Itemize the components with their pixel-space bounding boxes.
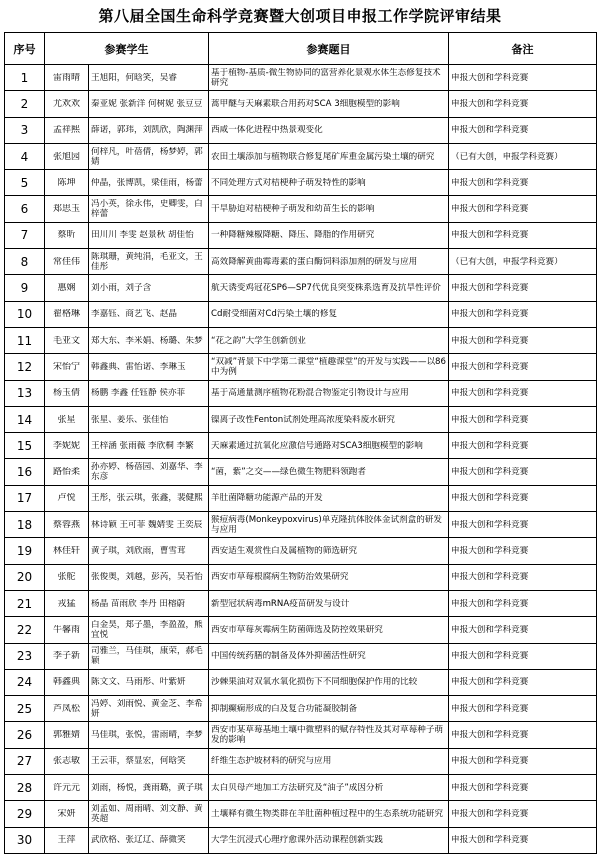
team-leader: 李妮妮	[45, 433, 89, 459]
table-row	[5, 459, 597, 485]
row-number: 30	[5, 827, 45, 853]
table-row	[5, 222, 597, 248]
row-number: 9	[5, 275, 45, 301]
remark: 申报大创和学科竞赛	[449, 117, 597, 143]
row-number: 2	[5, 91, 45, 117]
table-row	[5, 512, 597, 538]
team-members: 黄子琪，刘欣雨，曹雪茸	[89, 538, 209, 564]
project-topic: 羊肚菌降糖功能源产品的开发	[209, 485, 449, 511]
team-leader: 常佳伟	[45, 249, 89, 275]
team-members: 林诗颖 王可菲 魏婧雯 王奕辰	[89, 512, 209, 538]
table-row	[5, 354, 597, 380]
team-members: 张俊奥，刘越，彭芮，吴若怡	[89, 564, 209, 590]
row-number: 21	[5, 590, 45, 616]
project-topic: 天麻素通过抗氧化应激信号通路对SCA3细胞模型的影响	[209, 433, 449, 459]
team-members: 杨鹏 李鑫 任钰静 侯亦菲	[89, 380, 209, 406]
row-number: 15	[5, 433, 45, 459]
table-row	[5, 669, 597, 695]
project-topic: 猴痘病毒(Monkeypoxvirus)单克隆抗体胶体金试剂盒的研发与应用	[209, 512, 449, 538]
team-leader: 惠娴	[45, 275, 89, 301]
row-number: 28	[5, 775, 45, 801]
row-number: 5	[5, 170, 45, 196]
team-members: 冯小英，徐永伟，史卿雯，白梓蕾	[89, 196, 209, 222]
project-topic: 大学生沉浸式心理疗愈课外活动课程创新实践	[209, 827, 449, 853]
team-leader: 张舵	[45, 564, 89, 590]
team-leader: 卢悦	[45, 485, 89, 511]
team-leader: 蔡昕	[45, 222, 89, 248]
team-leader: 孟祥熙	[45, 117, 89, 143]
remark: 申报大创和学科竞赛	[449, 275, 597, 301]
remark: 申报大创和学科竞赛	[449, 564, 597, 590]
table-row	[5, 801, 597, 827]
remark: 申报大创和学科竞赛	[449, 485, 597, 511]
remark: 申报大创和学科竞赛	[449, 801, 597, 827]
row-number: 16	[5, 459, 45, 485]
project-topic: 纤维生态护坡材料的研究与应用	[209, 748, 449, 774]
remark: 申报大创和学科竞赛	[449, 65, 597, 91]
remark: 申报大创和学科竞赛	[449, 380, 597, 406]
project-topic: 蒿甲醚与天麻素联合用药对SCA 3细胞模型的影响	[209, 91, 449, 117]
table-row	[5, 117, 597, 143]
team-leader: 李子新	[45, 643, 89, 669]
remark: 申报大创和学科竞赛	[449, 327, 597, 353]
remark: 申报大创和学科竞赛	[449, 512, 597, 538]
remark: 申报大创和学科竞赛	[449, 538, 597, 564]
team-leader: 张志敏	[45, 748, 89, 774]
team-members: 郑大东、李米娟、杨璐、朱梦	[89, 327, 209, 353]
project-topic: 基于高通量测序植物花粉混合物鉴定引物设计与应用	[209, 380, 449, 406]
project-topic: 抑制癫痫形成的白及复合功能凝胶制备	[209, 696, 449, 722]
team-leader: 韩鑫典	[45, 669, 89, 695]
row-number: 20	[5, 564, 45, 590]
project-topic: 不同处理方式对桔梗种子萌发特性的影响	[209, 170, 449, 196]
team-members: 王梓涵 张雨薇 李欣桐 李繁	[89, 433, 209, 459]
remark: （已有大创，申报学科竞赛）	[449, 249, 597, 275]
team-members: 刘小雨，刘子含	[89, 275, 209, 301]
team-members: 刘孟如、周雨晴、刘文静、黄英超	[89, 801, 209, 827]
project-topic: “双减”背景下中学第二课堂“植趣课堂”的开发与实践——以86中为例	[209, 354, 449, 380]
table-row	[5, 406, 597, 432]
table-row	[5, 249, 597, 275]
table-row	[5, 275, 597, 301]
team-leader: 许元元	[45, 775, 89, 801]
row-number: 8	[5, 249, 45, 275]
team-members: 何梓凡，叶蓓倩，杨梦婷，郭婧	[89, 143, 209, 169]
row-number: 25	[5, 696, 45, 722]
row-number: 1	[5, 65, 45, 91]
team-members: 仲晶，张博凯，梁佳雨，杨蕾	[89, 170, 209, 196]
table-row	[5, 827, 597, 853]
row-number: 22	[5, 617, 45, 643]
team-members: 王旭阳，何晗笑，吴睿	[89, 65, 209, 91]
table-header-row	[5, 33, 597, 65]
project-topic: “菌，紫”之交——绿色微生物肥料领跑者	[209, 459, 449, 485]
remark: 申报大创和学科竞赛	[449, 748, 597, 774]
table-row	[5, 485, 597, 511]
team-members: 马佳琪，张悦，雷雨晴，李梦	[89, 722, 209, 748]
team-leader: 杨玉倩	[45, 380, 89, 406]
project-topic: 农田土壤添加与植物联合修复尾矿库重金属污染土壤的研究	[209, 143, 449, 169]
team-members: 陈文文、马雨彤、叶紫妍	[89, 669, 209, 695]
header-topic: 参赛题目	[209, 33, 449, 65]
page-title: 第八届全国生命科学竞赛暨大创项目申报工作学院评审结果	[98, 7, 502, 25]
project-topic: 新型冠状病毒mRNA疫苗研发与设计	[209, 590, 449, 616]
project-topic: Cd耐受细菌对Cd污染土壤的修复	[209, 301, 449, 327]
team-members: 薛诺，郭玮，刘凯欣，陶渊萍	[89, 117, 209, 143]
header-students: 参赛学生	[45, 33, 209, 65]
project-topic: 太白贝母产地加工方法研究及“油子”成因分析	[209, 775, 449, 801]
remark: 申报大创和学科竞赛	[449, 617, 597, 643]
team-leader: 张星	[45, 406, 89, 432]
table-row	[5, 748, 597, 774]
project-topic: 西咸一体化进程中热景观变化	[209, 117, 449, 143]
team-leader: 郑思玉	[45, 196, 89, 222]
row-number: 19	[5, 538, 45, 564]
team-leader: 陈坤	[45, 170, 89, 196]
row-number: 4	[5, 143, 45, 169]
team-members: 王云菲，蔡显宏，何晗笑	[89, 748, 209, 774]
team-leader: 尤欢欢	[45, 91, 89, 117]
team-leader: 宋怡宁	[45, 354, 89, 380]
remark: 申报大创和学科竞赛	[449, 643, 597, 669]
team-members: 司雅兰，马佳琪，康荣，郝毛颖	[89, 643, 209, 669]
team-leader: 雷雨晴	[45, 65, 89, 91]
table-row	[5, 617, 597, 643]
team-members: 韩鑫典、雷怡诺、李琳玉	[89, 354, 209, 380]
project-topic: 一种降糖辣椒降糖、降压、降脂的作用研究	[209, 222, 449, 248]
team-leader: 毛亚文	[45, 327, 89, 353]
project-topic: 航天诱变鸡冠花SP6—SP7代优良突变株系选育及抗旱性评价	[209, 275, 449, 301]
team-leader: 林佳轩	[45, 538, 89, 564]
remark: 申报大创和学科竞赛	[449, 301, 597, 327]
remark: 申报大创和学科竞赛	[449, 669, 597, 695]
remark: 申报大创和学科竞赛	[449, 696, 597, 722]
project-topic: 西安市草莓灰霉病生防菌筛选及防控效果研究	[209, 617, 449, 643]
remark: 申报大创和学科竞赛	[449, 433, 597, 459]
team-leader: 王萍	[45, 827, 89, 853]
table-row	[5, 643, 597, 669]
project-topic: “花之韵”大学生创新创业	[209, 327, 449, 353]
row-number: 17	[5, 485, 45, 511]
project-topic: 中国传统药膳的制备及体外抑菌活性研究	[209, 643, 449, 669]
remark: 申报大创和学科竞赛	[449, 827, 597, 853]
team-members: 孙亦婷、杨蓓园、刘嘉华、李东彦	[89, 459, 209, 485]
table-row	[5, 170, 597, 196]
project-topic: 西安市某草莓基地土壤中微塑料的赋存特性及其对草莓种子萌发的影响	[209, 722, 449, 748]
remark: 申报大创和学科竞赛	[449, 722, 597, 748]
table-row	[5, 327, 597, 353]
table-row	[5, 91, 597, 117]
results-table	[4, 32, 597, 854]
row-number: 3	[5, 117, 45, 143]
project-topic: 基于植物-基质-微生物协同的富营养化景观水体生态修复技术研究	[209, 65, 449, 91]
row-number: 26	[5, 722, 45, 748]
row-number: 11	[5, 327, 45, 353]
row-number: 14	[5, 406, 45, 432]
project-topic: 西安适生观赏性白及属植物的筛选研究	[209, 538, 449, 564]
remark: 申报大创和学科竞赛	[449, 354, 597, 380]
header-number: 序号	[5, 33, 45, 65]
remark: 申报大创和学科竞赛	[449, 590, 597, 616]
table-row	[5, 433, 597, 459]
team-members: 李嘉钰、商艺飞、赵晶	[89, 301, 209, 327]
remark: 申报大创和学科竞赛	[449, 170, 597, 196]
team-leader: 蔡蓉燕	[45, 512, 89, 538]
team-members: 秦亚妮 张新洋 何树妮 张豆豆	[89, 91, 209, 117]
team-members: 陈琪珊，黄纯涓，毛亚文，王佳彤	[89, 249, 209, 275]
table-row	[5, 722, 597, 748]
remark: 申报大创和学科竞赛	[449, 459, 597, 485]
team-members: 白金昊，郑子墨，李盈盈，熊宜悦	[89, 617, 209, 643]
row-number: 18	[5, 512, 45, 538]
team-members: 刘雨，杨悦，龚雨璐，黄子琪	[89, 775, 209, 801]
table-row	[5, 380, 597, 406]
project-topic: 镍离子改性Fenton试剂处理高浓度染料废水研究	[209, 406, 449, 432]
team-leader: 郭雅婧	[45, 722, 89, 748]
row-number: 12	[5, 354, 45, 380]
table-row	[5, 301, 597, 327]
remark: 申报大创和学科竞赛	[449, 775, 597, 801]
team-leader: 张旭园	[45, 143, 89, 169]
team-members: 王彤，张云琪，张鑫，裴健熙	[89, 485, 209, 511]
team-leader: 路怡柔	[45, 459, 89, 485]
team-members: 张星、姜乐、张佳怡	[89, 406, 209, 432]
row-number: 7	[5, 222, 45, 248]
table-row	[5, 65, 597, 91]
table-row	[5, 538, 597, 564]
project-topic: 西安市草莓根腐病生物防治效果研究	[209, 564, 449, 590]
team-members: 田川川 李雯 赵景秋 胡佳怡	[89, 222, 209, 248]
project-topic: 高效降解黄曲霉毒素的蛋白酶饲料添加剂的研发与应用	[209, 249, 449, 275]
team-leader: 戎猛	[45, 590, 89, 616]
table-row	[5, 564, 597, 590]
team-members: 冯婷、刘雨悦、黄金芝、李希妍	[89, 696, 209, 722]
remark: （已有大创，申报学科竞赛）	[449, 143, 597, 169]
row-number: 24	[5, 669, 45, 695]
remark: 申报大创和学科竞赛	[449, 406, 597, 432]
row-number: 6	[5, 196, 45, 222]
remark: 申报大创和学科竞赛	[449, 91, 597, 117]
row-number: 29	[5, 801, 45, 827]
project-topic: 干旱胁迫对桔梗种子萌发和幼苗生长的影响	[209, 196, 449, 222]
team-members: 武欣格、张辽辽、薛微笑	[89, 827, 209, 853]
team-leader: 牛馨雨	[45, 617, 89, 643]
table-row	[5, 775, 597, 801]
row-number: 27	[5, 748, 45, 774]
team-leader: 芦凤松	[45, 696, 89, 722]
team-leader: 翟格琳	[45, 301, 89, 327]
table-row	[5, 196, 597, 222]
remark: 申报大创和学科竞赛	[449, 222, 597, 248]
header-note: 备注	[449, 33, 597, 65]
row-number: 23	[5, 643, 45, 669]
project-topic: 沙棘果油对双氧水氧化损伤下不同细胞保护作用的比较	[209, 669, 449, 695]
team-members: 杨晶 苗雨欣 李丹 田榕蔚	[89, 590, 209, 616]
project-topic: 土壤释有微生物类群在羊肚菌种植过程中的生态系统功能研究	[209, 801, 449, 827]
row-number: 10	[5, 301, 45, 327]
table-row	[5, 696, 597, 722]
table-row	[5, 143, 597, 169]
team-leader: 宋妍	[45, 801, 89, 827]
remark: 申报大创和学科竞赛	[449, 196, 597, 222]
row-number: 13	[5, 380, 45, 406]
table-row	[5, 590, 597, 616]
